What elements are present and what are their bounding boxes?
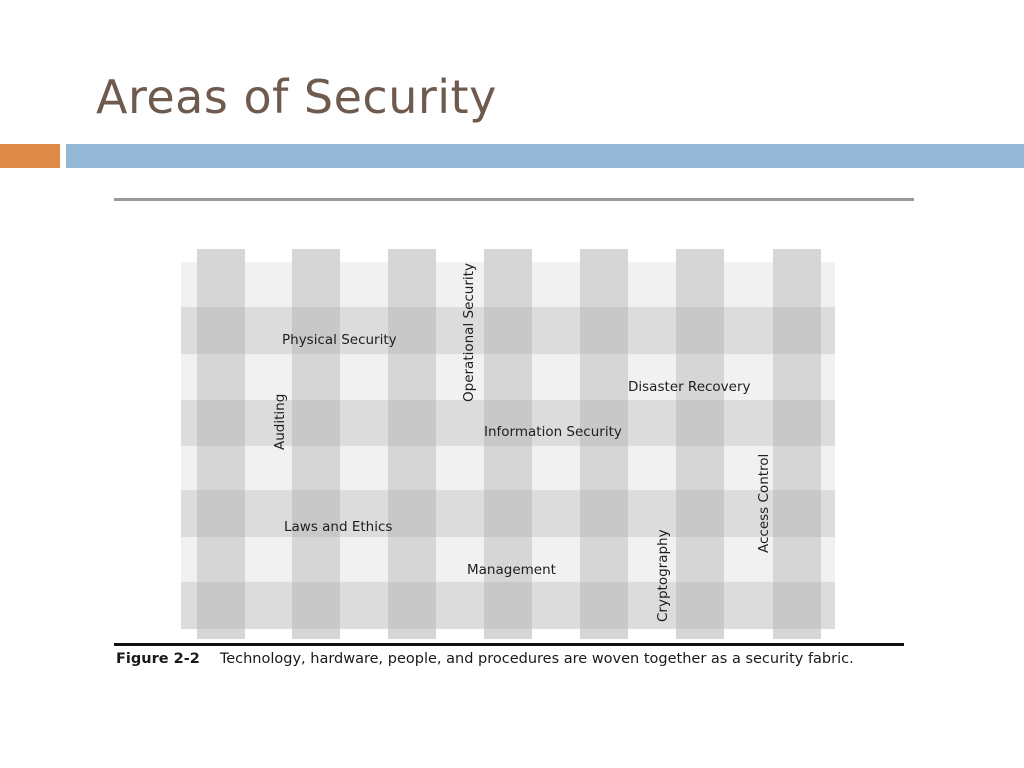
figure-caption [116,651,854,667]
figure-caption-text: Technology, hardware, people, and procedures are woven together as a security fabric. [219,651,854,667]
label-disaster-recovery: Disaster Recovery [628,379,751,395]
label-laws-and-ethics: Laws and Ethics [284,519,393,535]
label-physical-security: Physical Security [282,332,397,348]
label-information-security: Information Security [484,424,622,440]
figure-bottom-rule [114,643,904,646]
label-management: Management [467,562,556,578]
label-auditing: Auditing [272,393,288,450]
figure-caption-number: Figure 2-2 [116,651,200,667]
label-access-control: Access Control [756,453,772,553]
slide-title: Areas of Security [96,70,497,124]
label-operational-security: Operational Security [461,263,477,402]
label-cryptography: Cryptography [655,529,671,622]
